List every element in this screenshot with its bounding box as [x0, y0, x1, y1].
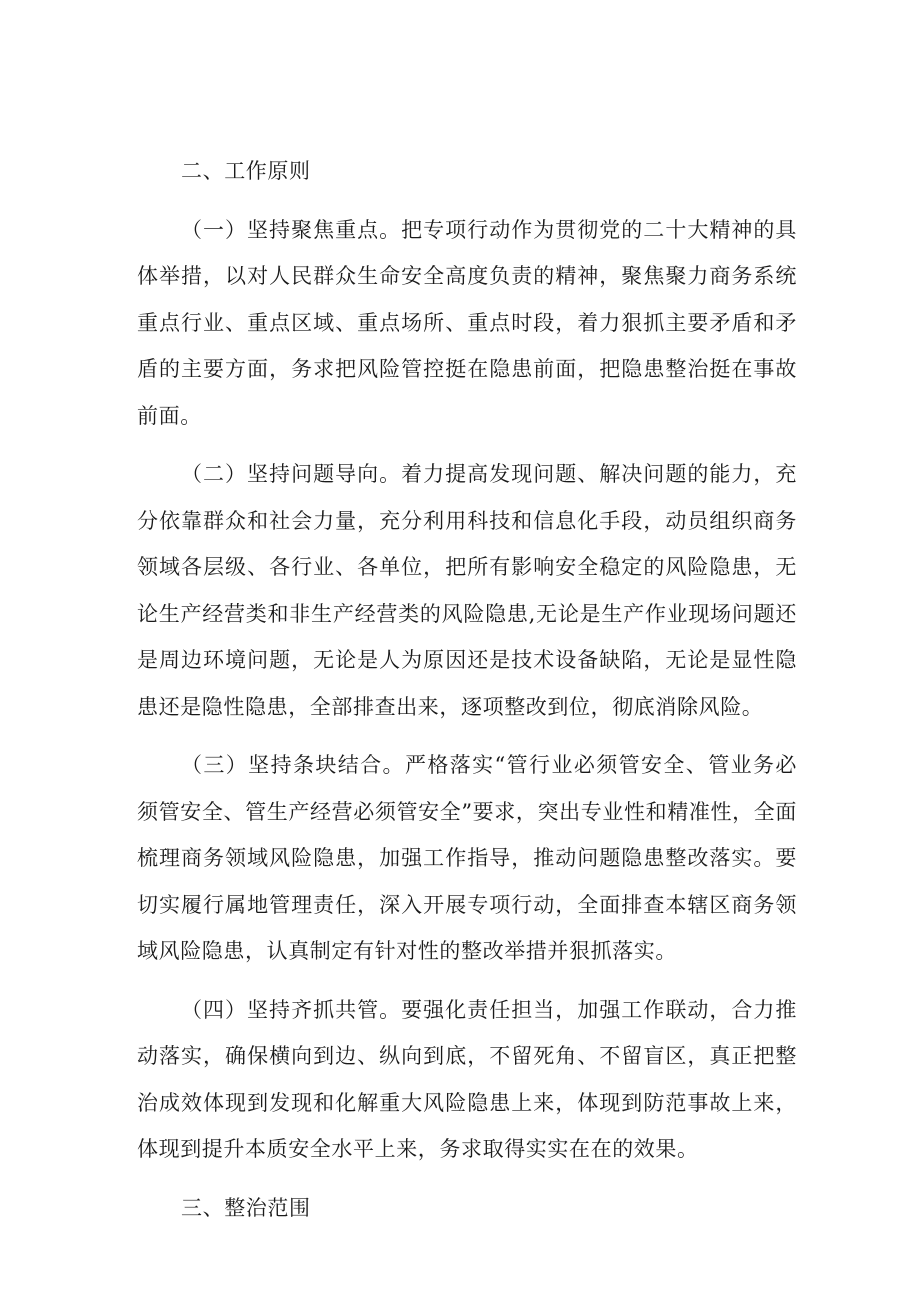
section-heading-scope: 三、整治范围	[181, 1195, 311, 1220]
document-body	[137, 148, 797, 1231]
principle-paragraph-1: （一）坚持聚焦重点。把专项行动作为贯彻党的二十大精神的具体举措，以对人民群众生命安全高度负责的精神，聚焦聚力商务系统重点行业、重点区域、重点场所、重点时段，着力狠抓主要矛盾和矛盾的主要方面，务求把风险管控挺在隐患前面，把隐患整治挺在事故前面。	[137, 217, 797, 428]
principle-paragraph-4: （四）坚持齐抓共管。要强化责任担当，加强工作联动，合力推动落实，确保横向到边、纵向到底，不留死角、不留盲区，真正把整治成效体现到发现和化解重大风险隐患上来，体现到防范事故上来，体现到提升本质安全水平上来，务求取得实实在在的效果。	[137, 997, 797, 1161]
section-heading-principles: 二、工作原则	[181, 159, 311, 183]
principle-paragraph-3: （三）坚持条块结合。严格落实“管行业必须管安全、管业务必须管安全、管生产经营必须管安全”要求，突出专业性和精准性，全面梳理商务领域风险隐患，加强工作指导，推动问题隐患整改落实。要切实履行属地管理责任，深入开展专项行动，全面排查本辖区商务领域风险隐患，认真制定有针对性的整改举措并狠抓落实。	[137, 753, 797, 963]
principle-paragraph-2: （二）坚持问题导向。着力提高发现问题、解决问题的能力，充分依靠群众和社会力量，充分利用科技和信息化手段，动员组织商务领域各层级、各行业、各单位，把所有影响安全稳定的风险隐患，无论生产经营类和非生产经营类的风险隐患,无论是生产作业现场问题还是周边环境问题，无论是人为原因还是技术设备缺陷，无论是显性隐患还是隐性隐患，全部排查出来，逐项整改到位，彻底消除风险。	[137, 462, 797, 719]
